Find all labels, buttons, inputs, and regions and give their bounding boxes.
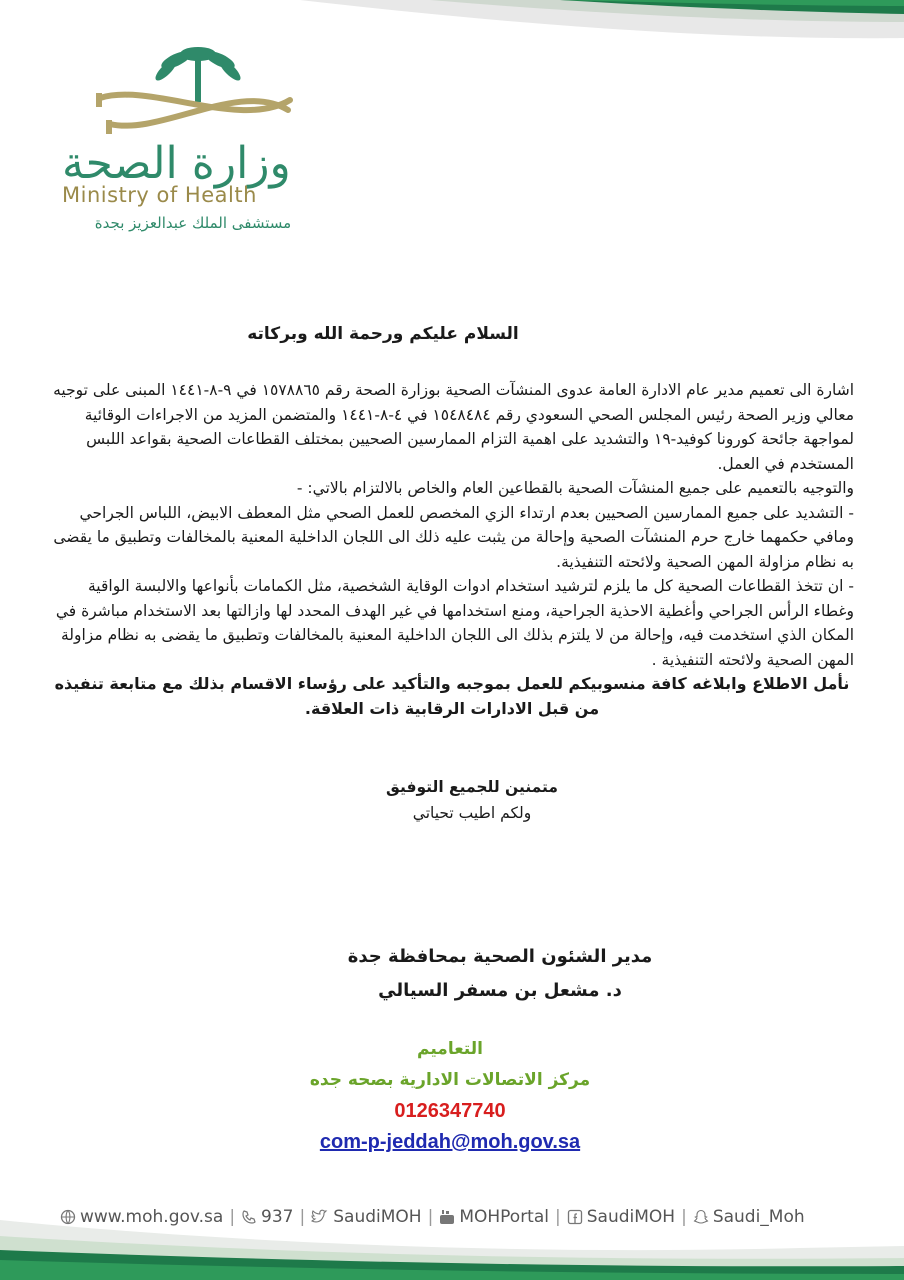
footer-phone-text: 937 — [261, 1207, 294, 1227]
letter-closing — [200, 774, 744, 826]
phone-icon — [241, 1209, 257, 1225]
contact-email-link[interactable]: com-p-jeddah@moh.gov.sa — [319, 1131, 581, 1153]
footer-divider: | — [555, 1207, 561, 1227]
footer-facebook-text: SaudiMOH — [586, 1207, 676, 1227]
footer-website-text: www.moh.gov.sa — [80, 1207, 224, 1227]
closing-wishes: متمنين للجميع التوفيق — [386, 778, 558, 796]
footer-snapchat[interactable] — [693, 1207, 805, 1227]
paragraph-directive: والتوجيه بالتعميم على جميع المنشآت الصحية بالقطاعين العام والخاص بالالتزام بالاتي: - — [296, 479, 854, 497]
footer-facebook[interactable] — [567, 1207, 675, 1227]
footer-divider: | — [681, 1207, 687, 1227]
paragraph-point-two: - ان تتخذ القطاعات الصحية كل ما يلزم لترشيد استخدام ادوات الوقاية الشخصية، مثل الكمامات بأنواعها والالبسة الواقية وغطاء الرأس الجراحي وأغطية الاحذية الجراحية، ومنع استخدامها في غير الهدف المحدد لها وازالتها بعد الاستخدام مباشرة في المكان الذي استخدمت فيه، وإحالة من لا يلتزم بذلك الى اللجان الداخلية المعنية بالمخالفات وتطبيق ما يقضى به نظام مزاولة المهن الصحية ولائحته التنفيذية . — [55, 577, 854, 669]
footer-website[interactable] — [60, 1207, 223, 1227]
paragraph-request: نأمل الاطلاع وابلاغه كافة منسوبيكم للعمل بموجبه والتأكيد على رؤساء الاقسام بذلك مع متابعة تنفيذه من قبل الادارات الرقابية ذات العلاقة. — [54, 674, 850, 718]
globe-icon — [60, 1209, 76, 1225]
signature-block — [200, 940, 800, 1008]
snapchat-icon — [693, 1209, 709, 1225]
footer-youtube-text: MOHPortal — [459, 1207, 549, 1227]
logo-hospital-name: مستشفى الملك عبدالعزيز بجدة — [94, 214, 292, 232]
footer-snapchat-text: Saudi_Moh — [712, 1207, 805, 1227]
closing-regards: ولكم اطيب تحياتي — [412, 804, 532, 822]
paragraph-reference: اشارة الى تعميم مدير عام الادارة العامة عدوى المنشآت الصحية بوزارة الصحة رقم ١٥٧٨٨٦٥ في ٩-٨-١٤٤١ المبنى على توجيه معالي وزير الصحة رئيس المجلس الصحي السعودي رقم ١٥٤٨٤٨٤ في ٤-٨-١٤٤١ والمتضمن المزيد من الاجراءات الوقائية لمواجهة جائحة كورونا كوفيد-١٩ والتشديد على اهمية التزام الممارسين الصحيين بمختلف القطاعات الصحية بقواعد اللبس المستخدم في العمل. — [53, 381, 854, 473]
footer-divider: | — [427, 1207, 434, 1227]
youtube-icon — [439, 1209, 455, 1225]
logo-arabic-text: وزارة الصحة — [62, 138, 291, 189]
footer-twitter[interactable] — [311, 1207, 421, 1227]
signature-name: د. مشعل بن مسفر السيالي — [378, 980, 622, 1001]
contact-label: التعاميم — [417, 1039, 483, 1059]
footer-divider: | — [299, 1207, 306, 1227]
twitter-icon — [311, 1209, 329, 1225]
logo-english-text: Ministry of Health — [62, 183, 257, 207]
footer-youtube[interactable] — [439, 1207, 549, 1227]
footer-twitter-text: SaudiMOH — [333, 1207, 422, 1227]
contact-block — [250, 1034, 650, 1158]
contact-phone: 0126347740 — [394, 1100, 506, 1122]
facebook-icon — [567, 1209, 583, 1225]
footer-divider: | — [229, 1207, 236, 1227]
signature-title: مدير الشئون الصحية بمحافظة جدة — [347, 946, 653, 967]
letter-greeting: السلام عليكم ورحمة الله وبركاته — [247, 324, 519, 344]
contact-center: مركز الاتصالات الادارية بصحه جده — [309, 1070, 591, 1090]
footer-phone[interactable] — [241, 1207, 293, 1227]
footer-links — [60, 1202, 840, 1232]
paragraph-point-one: - التشديد على جميع الممارسين الصحيين بعدم ارتداء الزي المخصص للعمل الصحي مثل المعطف الابيض، اللباس الجراحي ومافي حكمهما خارج حرم المنشآت الصحية وإحالة من يثبت عليه ذلك الى اللجان الداخلية المعنية بالمخالفات وتطبيق ما يقضى به نظام مزاولة المهن الصحية ولائحته التنفيذية. — [53, 503, 854, 571]
letter-body — [50, 378, 854, 721]
